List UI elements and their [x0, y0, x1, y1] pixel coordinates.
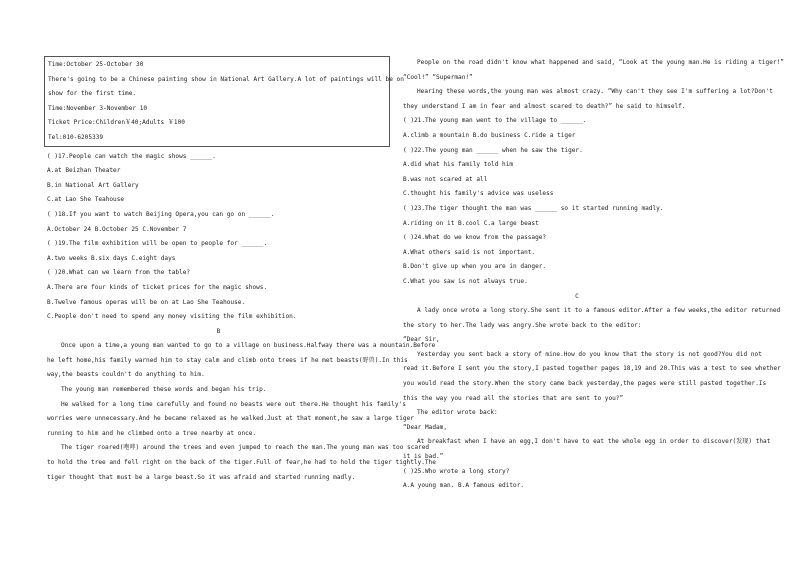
passage-b-continued: [403, 56, 784, 290]
table-row: Time:October 25-October 30: [48, 61, 144, 68]
table-row: Tel:010-6205339: [48, 133, 104, 141]
passage-line: tiger thought that must be a large beast.So it was afraid and started running madly.: [47, 473, 356, 481]
option: B.Twelve famous operas will be on at Lao She Teahouse.: [47, 298, 246, 306]
passage-line: they understand I am in fear and almost scared to death?” he said to himself.: [403, 102, 686, 110]
option: A.at Beizhan Theater: [47, 167, 121, 175]
passage-line: the story to her.The lady was angry.She wrote back to the editor:: [403, 321, 642, 329]
table-row: Time:November 3-November 10: [48, 104, 148, 112]
passage-line: The tiger roared(咆哮) around the trees and even jumped to reach the man.The young man was too scared: [61, 444, 430, 452]
option: A.climb a mountain B.do business C.ride a tiger: [403, 131, 576, 139]
option: A.What others said is not important.: [403, 248, 536, 256]
questions-17-20: [47, 150, 390, 325]
passage-line: Hearing these words,the young man was almost crazy. “Why can't they see I'm suffering a lot?Don't: [417, 88, 773, 96]
passage-line: Yesterday you sent back a story of mine.How do you know that the story is not good?You did not: [417, 350, 762, 358]
option: A.A young man. B.A famous editor.: [403, 482, 525, 490]
passage-c: [403, 304, 781, 494]
passage-line: The editor wrote back:: [417, 409, 498, 417]
question-21: ( )21.The young man went to the village to ______.: [403, 117, 587, 125]
passage-line: Once upon a time,a young man wanted to go to a village on business.Halfway there was a mountain.Before: [61, 342, 436, 350]
passage-line: The young man remembered these words and began his trip.: [61, 386, 267, 394]
right-column: [403, 56, 784, 494]
section-heading-b: B: [216, 327, 221, 335]
question-23: ( )23.The tiger thought the man was ______ so it started running madly.: [403, 204, 664, 212]
passage-line: “Dear Madam,: [403, 423, 448, 431]
option: C.thought his family's advice was useless: [403, 190, 554, 198]
passage-line: A lady once wrote a long story.She sent it to a famous editor.After a few weeks,the editor returned: [417, 307, 781, 315]
option: A.October 24 B.October 25 C.November 7: [47, 225, 187, 233]
passage-line: “Dear Sir,: [403, 336, 440, 344]
passage-line: People on the road didn't know what happened and said, “Look at the young man.He is riding a tiger!”: [417, 59, 784, 66]
passage-line: He walked for a long time carefully and found no beasts were out there.He thought his family's: [61, 400, 406, 408]
passage-line: he left home,his family warned him to stay calm and climb onto trees if he met beasts(野兽).In this: [47, 356, 408, 364]
passage-line: “Cool!” “Superman!”: [403, 73, 473, 81]
passage-line: this the way you read all the stories that are sent to you?”: [403, 394, 624, 402]
passage-line: to hold the tree and fell right on the back of the tiger.Full of fear,he had to hold the tiger tightly.The: [47, 459, 436, 467]
table-row: Ticket Price:Children￥40;Adults ￥100: [48, 119, 185, 127]
passage-line: worries were unnecessary.And he became relaxed as he walked.Just at that moment,he saw a large tiger: [47, 415, 414, 423]
question-24: ( )24.What do we know from the passage?: [403, 234, 547, 242]
passage-line: you would read the story.When the story came back yesterday,the pages were still pasted together.Is: [403, 380, 767, 388]
option: B.was not scared at all: [403, 175, 488, 183]
table-row: show for the first time.: [48, 90, 137, 98]
option: A.There are four kinds of ticket prices for the magic shows.: [47, 283, 268, 291]
question-17: ( )17.People can watch the magic shows ______.: [47, 152, 216, 160]
table-row: There's going to be a Chinese painting show in National Art Gallery.A lot of paintings will be on: [48, 75, 404, 83]
question-20: ( )20.What can we learn from the table?: [47, 269, 191, 277]
option: C.What you saw is not always true.: [403, 277, 528, 285]
question-25: ( )25.Who wrote a long story?: [403, 467, 510, 475]
event-info-table: [44, 56, 404, 147]
question-19: ( )19.The film exhibition will be open to people for ______.: [47, 240, 268, 248]
option: A.two weeks B.six days C.eight days: [47, 254, 176, 262]
question-22: ( )22.The young man ______ when he saw the tiger.: [403, 146, 583, 154]
option: B.in National Art Gallery: [47, 181, 139, 189]
passage-line: way,the beasts couldn't do anything to him.: [47, 371, 205, 379]
question-18: ( )18.If you want to watch Beijing Opera,you can go on ______.: [47, 210, 275, 218]
option: C.People don't need to spend any money visiting the film exhibition.: [47, 313, 297, 321]
section-heading-c: C: [575, 292, 579, 300]
option: A.riding on it B.cool C.a large beast: [403, 219, 539, 227]
option: C.at Lao She Teahouse: [47, 196, 125, 204]
option: B.Don't give up when you are in danger.: [403, 263, 547, 271]
passage-line: running to him and he climbed onto a tree nearby at once.: [47, 429, 257, 437]
passage-line: read it.Before I sent you the story,I pasted together pages 18,19 and 20.This was a test to see whether: [403, 365, 781, 373]
passage-line: it is bad.”: [403, 453, 444, 461]
passage-line: At breakfast when I have an egg,I don't have to eat the whole egg in order to discover(发现) that: [417, 438, 771, 446]
option: A.did what his family told him: [403, 161, 514, 169]
